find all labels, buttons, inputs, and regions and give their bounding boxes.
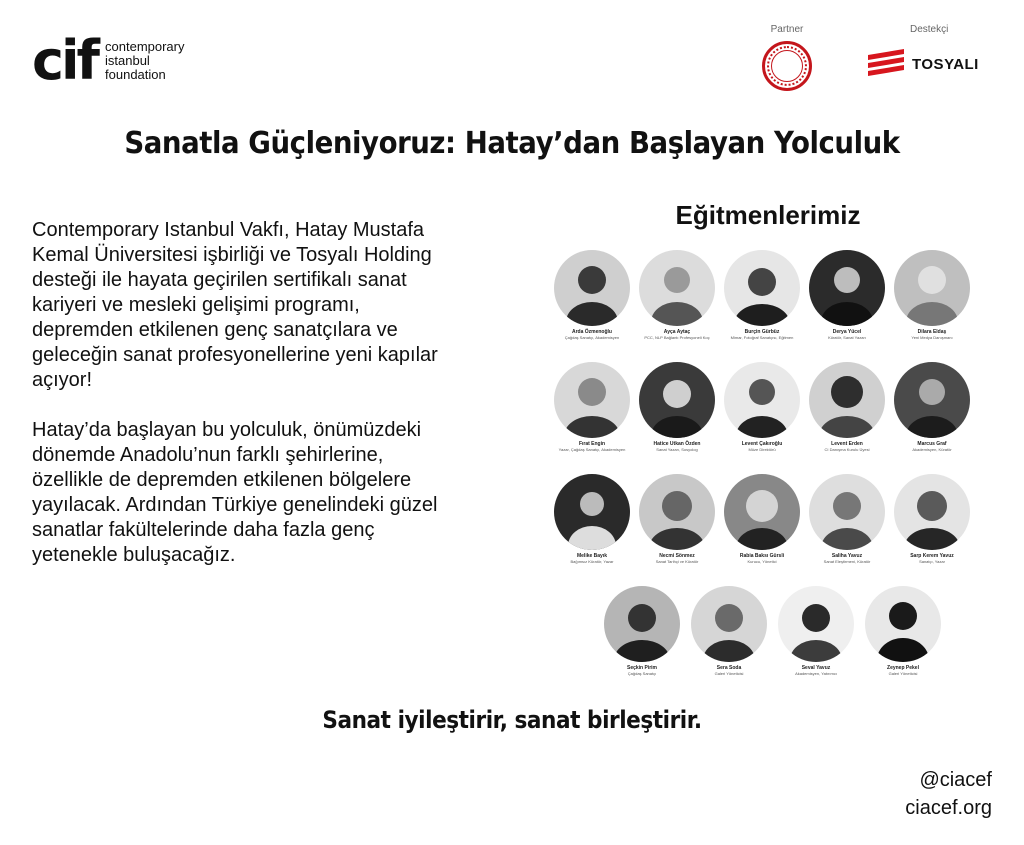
university-seal-icon — [762, 41, 812, 91]
instructor-name: Burçin Gürbüz — [744, 329, 780, 335]
instructor-name: Fırat Engin — [578, 441, 606, 447]
instructor-card — [853, 586, 953, 676]
logo-line-1: contemporary — [105, 39, 185, 54]
social-handle[interactable]: @ciacef — [919, 769, 992, 791]
instructor-name: Dilara Eldaş — [917, 329, 947, 335]
instructor-role: Sanat Eleştirmeni, Küratör — [823, 559, 871, 564]
intro-paragraph-1: Contemporary Istanbul Vakfı, Hatay Mustafa Kemal Üniversitesi işbirliği ve Tosyalı Holding desteği ile hayata geçirilen sertifikalı sanat kariyeri ve mesleki gelişimi programı, depremden etkilenen genç sanatçılara ve geleceğin sanat profesyonellerine yeni kapılar açıyor! — [32, 219, 438, 391]
instructor-name: Melike Bayık — [576, 553, 608, 559]
instructor-role: Galeri Yöneticisi — [714, 671, 744, 676]
instructor-role: Kurucu, Yönetici — [747, 559, 777, 564]
instructor-photo — [554, 474, 630, 550]
intro-text — [32, 218, 442, 568]
instructor-role: Çağdaş Sanatçı, Akademisyen — [564, 335, 620, 340]
instructor-role: Sanatçı, Yazar — [919, 559, 945, 564]
instructor-name: Seçkin Pirim — [626, 665, 657, 671]
instructor-name: Ayça Aytaç — [663, 329, 691, 335]
instructor-role: Çağdaş Sanatçı — [627, 671, 657, 676]
instructor-photo — [554, 362, 630, 438]
instructor-card — [766, 586, 866, 676]
instructor-photo — [724, 474, 800, 550]
instructor-role: Müze Direktörü — [748, 447, 776, 452]
instructor-role: Küratör, Sanat Yazarı — [828, 335, 866, 340]
instructor-name: Marcus Graf — [917, 441, 947, 447]
sponsor-label: Destekçi — [910, 24, 949, 35]
instructor-photo — [604, 586, 680, 662]
instructor-name: Levent Erden — [831, 441, 863, 447]
instructor-name: Necmi Sönmez — [659, 553, 695, 559]
instructor-role: Yeni Medya Danışmanı — [911, 335, 953, 340]
instructor-role: Akademisyen, Yatırımcı — [795, 671, 837, 676]
instructor-photo — [691, 586, 767, 662]
instructor-name: Arda Özmenoğlu — [571, 329, 612, 335]
instructor-card — [592, 586, 692, 676]
logo-line-3: foundation — [105, 67, 166, 82]
instructor-photo — [639, 362, 715, 438]
instructor-name: Levent Çakıroğlu — [741, 441, 783, 447]
instructor-photo — [865, 586, 941, 662]
instructor-card — [679, 586, 779, 676]
instructor-name: Seval Yavuz — [801, 665, 831, 671]
instructor-name: Sera Soda — [716, 665, 742, 671]
social-block — [905, 766, 992, 822]
instructor-role: Sanat Tarihçi ve Küratör — [655, 559, 699, 564]
instructor-photo — [894, 250, 970, 326]
sponsor-name: TOSYALI — [912, 55, 979, 73]
page-title: Sanatla Güçleniyoruz: Hatay’dan Başlayan Yolculuk — [124, 126, 900, 161]
partner-block — [752, 24, 822, 91]
instructor-photo — [778, 586, 854, 662]
website-link[interactable]: ciacef.org — [905, 797, 992, 819]
instructor-name: Derya Yücel — [832, 329, 862, 335]
instructor-role: Galeri Yöneticisi — [888, 671, 918, 676]
instructor-role: PCC, NLP Bağlantı Profesyoneli Koç — [644, 335, 710, 340]
instructor-name: Saliha Yavuz — [831, 553, 863, 559]
logo-line-2: istanbul — [105, 53, 150, 68]
instructor-photo — [809, 250, 885, 326]
tosyali-logo — [866, 47, 994, 81]
cif-logo-mark: cif — [32, 29, 98, 92]
instructor-photo — [809, 362, 885, 438]
instructor-card — [882, 362, 982, 452]
instructor-photo — [894, 362, 970, 438]
tosyali-flag-icon — [866, 47, 906, 81]
instructor-role: Akademisyen, Küratör — [912, 447, 952, 452]
cif-logo-text — [105, 40, 184, 82]
instructor-role: CI Danışma Kurulu Üyesi — [824, 447, 870, 452]
instructor-name: Sarp Kerem Yavuz — [910, 553, 954, 559]
instructor-photo — [894, 474, 970, 550]
instructor-photo — [639, 250, 715, 326]
instructor-name: Rabia Baksı Gürsli — [739, 553, 785, 559]
instructor-role: Mimar, Fotoğraf Sanatçısı, Eğitmen — [730, 335, 794, 340]
partner-label: Partner — [770, 24, 804, 35]
instructor-role: Sanat Yazarı, Sosyolog — [656, 447, 698, 452]
intro-paragraph-2: Hatay’da başlayan bu yolculuk, önümüzdeki dönemde Anadolu’nun farklı şehirlerine, özellikle de depremden etkilenen bölgelere yayılacak. Ardından Türkiye genelindeki güzel sanatlar fakültelerinde daha fazla genç yetenekle buluşacağız. — [32, 419, 438, 566]
instructor-photo — [809, 474, 885, 550]
cif-logo — [32, 29, 185, 92]
sponsor-block — [866, 24, 994, 81]
instructor-role: Yazar, Çağdaş Sanatçı, Akademisyen — [558, 447, 626, 452]
instructor-role: Bağımsız Küratör, Yazar — [570, 559, 614, 564]
instructor-name: Zeynep Pekel — [887, 665, 919, 671]
instructor-name: Hatice Utkan Özden — [653, 441, 701, 447]
instructors-title: Eğitmenlerimiz — [675, 200, 861, 230]
instructor-card — [882, 474, 982, 564]
instructor-photo — [554, 250, 630, 326]
instructor-photo — [724, 362, 800, 438]
instructor-photo — [639, 474, 715, 550]
instructor-photo — [724, 250, 800, 326]
tagline: Sanat iyileştirir, sanat birleştirir. — [322, 706, 702, 734]
instructor-card — [882, 250, 982, 340]
